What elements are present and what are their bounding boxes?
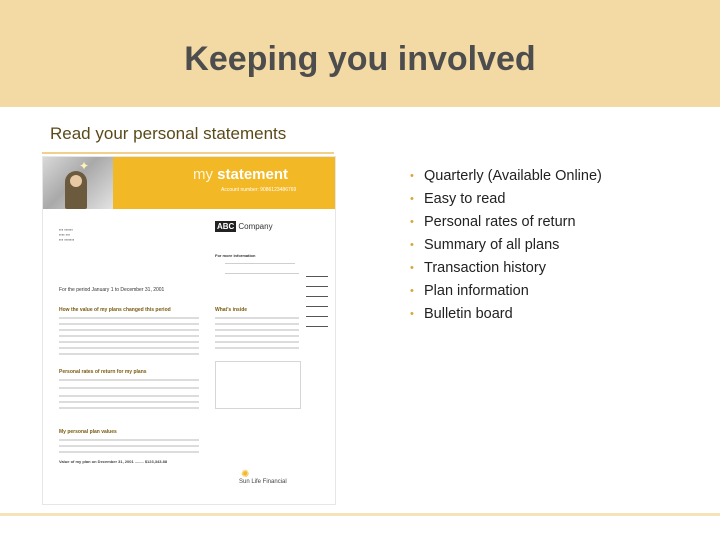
sun-life-logo: Sun Life Financial xyxy=(239,479,287,485)
bullet-dot-icon: • xyxy=(410,193,414,205)
bullet-dot-icon: • xyxy=(410,308,414,320)
bulletin-callout xyxy=(215,361,301,409)
inside-row xyxy=(215,317,299,319)
rates-row xyxy=(59,401,199,403)
connector-line xyxy=(306,316,328,317)
statement-image xyxy=(42,156,336,505)
section-plans-heading: My personal plan values xyxy=(59,429,117,435)
rates-row xyxy=(59,395,199,397)
plan-total: Value of my plan on December 31, 2001 ........ $123,343.88 xyxy=(59,459,168,464)
value-row xyxy=(59,341,199,343)
inside-row xyxy=(215,329,299,331)
bullet-item: • Personal rates of return xyxy=(410,211,602,234)
feature-list xyxy=(410,165,602,326)
connector-line xyxy=(306,306,328,307)
inside-row xyxy=(215,347,299,349)
slide-subtitle: Read your personal statements xyxy=(50,124,287,143)
bullet-dot-icon: • xyxy=(410,216,414,228)
footer-rule xyxy=(0,513,720,516)
plans-row xyxy=(59,451,199,453)
bullet-item: • Summary of all plans xyxy=(410,234,602,257)
sun-leaf-icon: ✦ xyxy=(79,159,90,173)
rates-row xyxy=(59,387,199,389)
info-line-1 xyxy=(225,263,295,264)
bullet-item: • Transaction history xyxy=(410,257,602,280)
sun-logo-icon: ✺ xyxy=(241,469,250,480)
bullet-item: • Easy to read xyxy=(410,188,602,211)
subtitle-divider xyxy=(42,152,334,154)
info-line-2 xyxy=(225,273,299,274)
value-row xyxy=(59,347,199,349)
connector-line xyxy=(306,296,328,297)
section-inside-heading: What's inside xyxy=(215,307,248,313)
plans-row xyxy=(59,439,199,441)
plans-row xyxy=(59,445,199,447)
address-block: ▪▪▪ ▪▪▪▪▪▪ ▪▪▪▪ ▪▪▪ ▪▪▪ ▪▪▪▪▪▪▪ xyxy=(59,227,75,242)
section-rates-heading: Personal rates of return for my plans xyxy=(59,369,147,375)
photo-face xyxy=(70,175,82,187)
slide-title: Keeping you involved xyxy=(184,40,536,78)
bullet-item: • Quarterly (Available Online) xyxy=(410,165,602,188)
account-number: Account number: 9086123486769 xyxy=(221,187,297,193)
bullet-item: • Plan information xyxy=(410,280,602,303)
connector-line xyxy=(306,276,328,277)
bullet-dot-icon: • xyxy=(410,262,414,274)
section-value-heading: How the value of my plans changed this period xyxy=(59,307,171,313)
value-row xyxy=(59,335,199,337)
statement-photo xyxy=(43,157,113,209)
inside-row xyxy=(215,341,299,343)
value-row xyxy=(59,353,199,355)
value-row xyxy=(59,317,199,319)
bullet-dot-icon: • xyxy=(410,170,414,182)
more-info-heading: For more information xyxy=(215,253,256,258)
connector-line xyxy=(306,326,328,327)
statement-brand: my statement xyxy=(193,166,289,183)
value-row xyxy=(59,323,199,325)
inside-row xyxy=(215,335,299,337)
connector-line xyxy=(306,286,328,287)
bullet-item: • Bulletin board xyxy=(410,303,602,326)
statement-period: For the period January 1 to December 31, 2001 xyxy=(59,287,165,293)
bullet-dot-icon: • xyxy=(410,239,414,251)
inside-row xyxy=(215,323,299,325)
bullet-dot-icon: • xyxy=(410,285,414,297)
rates-row xyxy=(59,379,199,381)
rates-row xyxy=(59,407,199,409)
company-logo: ABC Company xyxy=(217,222,273,231)
value-row xyxy=(59,329,199,331)
